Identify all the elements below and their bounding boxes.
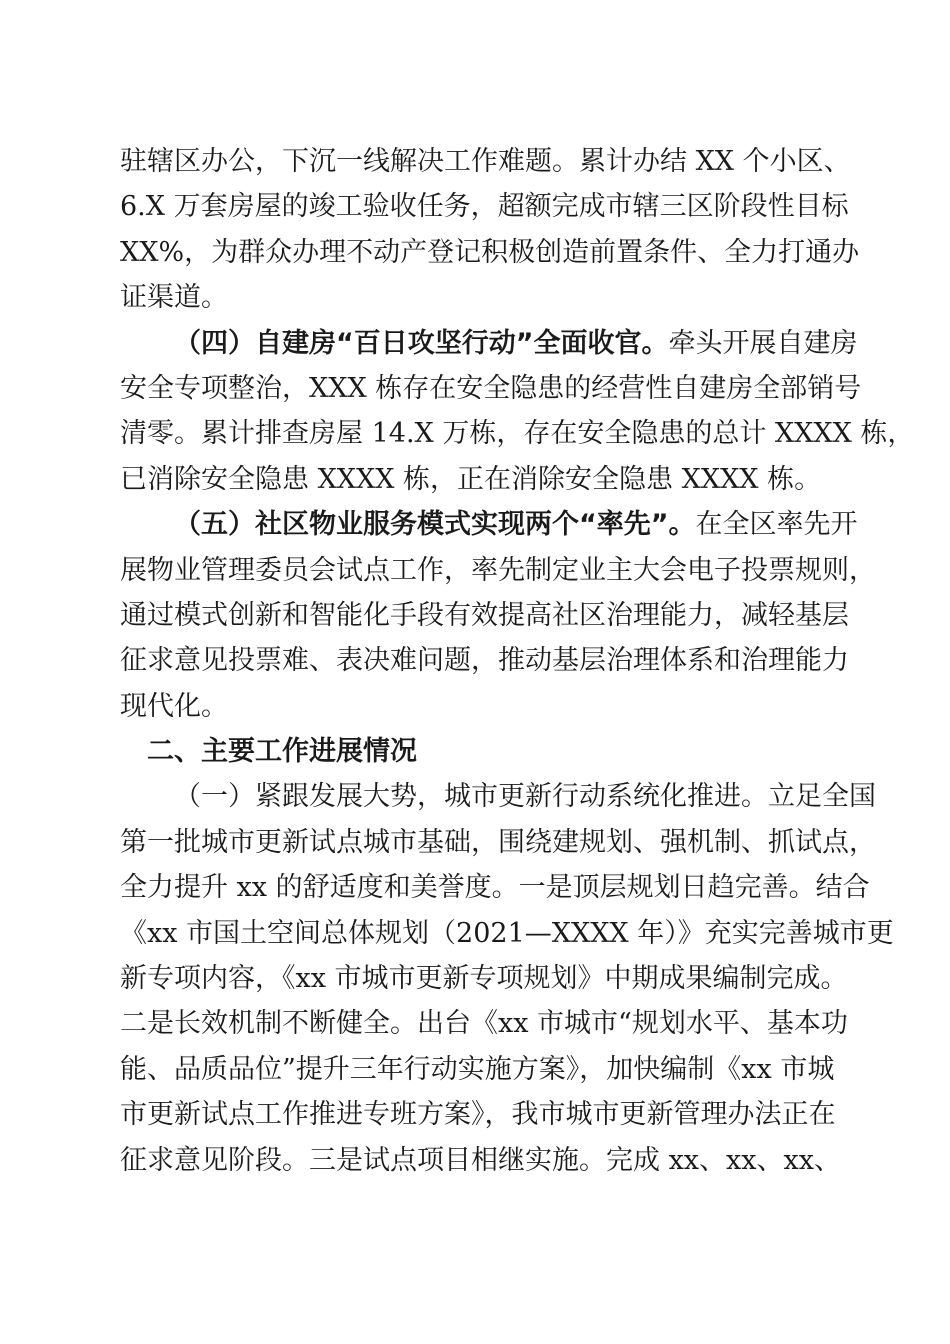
text-line: 全力提升 xx 的舒适度和美誉度。一是顶层规划日趋完善。结合 [120, 872, 870, 904]
text-line: 二是长效机制不断健全。出台《xx 市城市“规划水平、基本功 [120, 1008, 848, 1040]
text-span: 牵头开展自建房 [668, 327, 858, 359]
document-body [120, 139, 915, 1183]
text-line: 现代化。 [120, 690, 228, 722]
text-line: 已消除安全隐患 XXXX 栋，正在消除安全隐患 XXXX 栋。 [120, 463, 822, 495]
text-line: 安全专项整治，XXX 栋存在安全隐患的经营性自建房全部销号 [120, 372, 862, 404]
paragraph-item-one [120, 774, 894, 1183]
text-line: 清零。累计排查房屋 14.X 万栋，存在安全隐患的总计 XXXX 栋， [120, 418, 915, 450]
text-line: 通过模式创新和智能化手段有效提高社区治理能力，减轻基层 [120, 599, 849, 631]
subheading-four: （四）自建房“百日攻坚行动”全面收官。 [174, 327, 669, 359]
text-line: 征求意见阶段。三是试点项目相继实施。完成 xx、xx、xx、 [120, 1144, 841, 1176]
text-line: 第一批城市更新试点城市基础，围绕建规划、强机制、抓试点， [120, 826, 876, 858]
text-line: XX%，为群众办理不动产登记积极创造前置条件、全力打通办 [120, 236, 860, 268]
section-heading-two: 二、主要工作进展情况 [147, 736, 417, 768]
text-line: 证渠道。 [120, 282, 228, 314]
text-line: 《xx 市国土空间总体规划（2021—XXXX 年）》充实完善城市更 [120, 917, 894, 949]
text-line: 能、品质品位”提升三年行动实施方案》，加快编制《xx 市城 [120, 1053, 835, 1085]
paragraph-first-line: （一）紧跟发展大势，城市更新行动系统化推进。立足全国 [174, 781, 876, 813]
text-line: 征求意见投票难、表决难问题，推动基层治理体系和治理能力 [120, 645, 849, 677]
text-line: 驻辖区办公，下沉一线解决工作难题。累计办结 XX 个小区、 [120, 146, 851, 177]
paragraph-continuation [120, 139, 860, 321]
text-line: 展物业管理委员会试点工作，率先制定业主大会电子投票规则， [120, 554, 876, 586]
paragraph-item-four [120, 321, 915, 503]
paragraph-first-line [120, 321, 858, 366]
text-line: 新专项内容，《xx 市城市更新专项规划》中期成果编制完成。 [120, 963, 848, 995]
subheading-five: （五）社区物业服务模式实现两个“率先”。 [174, 509, 696, 541]
text-line: 市更新试点工作推进专班方案》，我市城市更新管理办法正在 [120, 1099, 836, 1131]
text-span: 在全区率先开 [695, 509, 858, 541]
paragraph-first-line [120, 502, 858, 547]
text-line: 6.X 万套房屋的竣工验收任务，超额完成市辖三区阶段性目标 [120, 191, 849, 223]
paragraph-item-five [120, 502, 876, 729]
